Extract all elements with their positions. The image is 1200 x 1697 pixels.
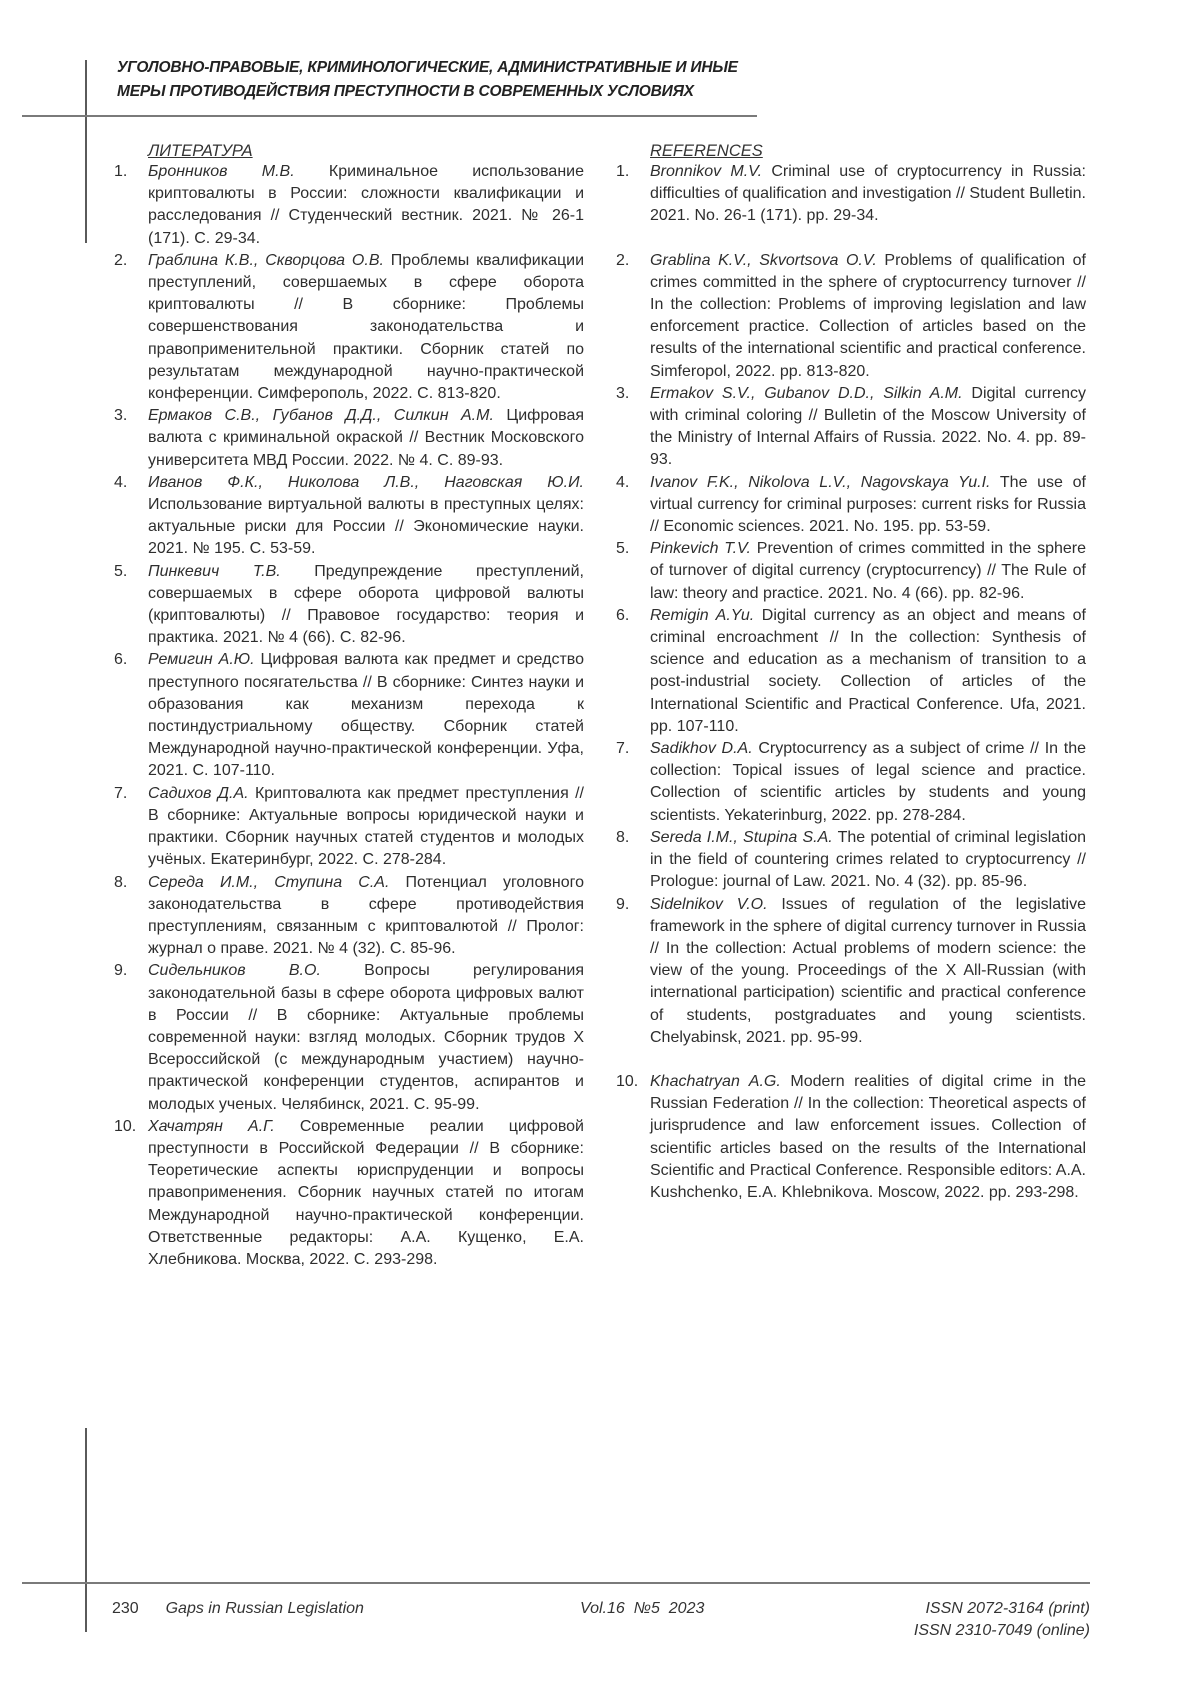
- running-head-line-1: УГОЛОВНО-ПРАВОВЫЕ, КРИМИНОЛОГИЧЕСКИЕ, АДМИНИСТРАТИВНЫЕ И ИНЫЕ: [117, 59, 738, 76]
- reference-authors: Граблина К.В., Скворцова О.В.: [148, 251, 384, 269]
- reference-number: 8.: [616, 828, 630, 846]
- reference-number: 1.: [114, 163, 128, 180]
- spacer: [650, 1049, 1086, 1071]
- reference-item: [614, 250, 1086, 383]
- reference-authors: Ремигин А.Ю.: [148, 651, 255, 669]
- reference-text: Digital currency with criminal coloring // Bulletin of the Moscow University of the Ministry of Internal Affairs of Russia. 2022. No. 4. pp. 89-93.: [650, 384, 1087, 469]
- reference-authors: Sereda I.M., Stupina S.A.: [650, 828, 833, 846]
- reference-number: 1.: [616, 163, 630, 180]
- reference-authors: Bronnikov M.V.: [650, 163, 763, 180]
- reference-authors: Sadikhov D.A.: [650, 740, 753, 758]
- footer-left: [112, 1598, 364, 1620]
- reference-authors: Khachatryan A.G.: [650, 1072, 781, 1090]
- reference-text: The use of virtual currency for criminal purposes: current risks for Russia // Economic sciences. 2021. No. 195. pp. 53-59.: [650, 473, 1086, 536]
- reference-item: [112, 1116, 584, 1271]
- reference-number: 6.: [114, 651, 128, 669]
- reference-authors: Середа И.М., Ступина С.А.: [148, 873, 390, 891]
- reference-text: Современные реалии цифровой преступности в Российской Федерации // В сборнике: Теоретические аспекты юриспруденции и вопросы правоприменения. Сборник научных статей по итогам Международной научно-практической конференции. Ответственные редакторы: А.А. Кущенко, Е.А. Хлебникова. Москва, 2022. С. 293-298.: [148, 1117, 584, 1268]
- reference-text: Issues of regulation of the legislative framework in the sphere of digital currency turnover in Russia // In the collection: Actual problems of modern science: the view of the young. Proceedings of the X All-Russian (with international participation) scientific and practical conference of students, postgraduates and young scientists. Chelyabinsk, 2021. pp. 95-99.: [650, 895, 1086, 1046]
- reference-authors: Ермаков С.В., Губанов Д.Д., Силкин А.М.: [148, 407, 494, 425]
- reference-text: Criminal use of cryptocurrency in Russia: difficulties of qualification and investigation // Student Bulletin. 2021. No. 26-1 (171). pp. 29-34.: [650, 163, 1087, 225]
- reference-item: [112, 472, 584, 561]
- reference-authors: Иванов Ф.К., Николова Л.В., Наговская Ю.И.: [148, 473, 584, 491]
- reference-item: [614, 538, 1086, 605]
- reference-item: [112, 960, 584, 1115]
- reference-item: [112, 783, 584, 872]
- reference-authors: Садихов Д.А.: [148, 784, 249, 802]
- reference-text: The potential of criminal legislation in the field of countering crimes related to cryptocurrency // Prologue: journal of Law. 2021. No. 4 (32). pp. 85-96.: [650, 828, 1086, 891]
- references-list: [614, 161, 1086, 1204]
- reference-authors: Пинкевич Т.В.: [148, 562, 281, 580]
- reference-authors: Sidelnikov V.O.: [650, 895, 768, 913]
- reference-number: 10.: [114, 1117, 137, 1135]
- reference-authors: Pinkevich T.V.: [650, 540, 751, 558]
- reference-text: Вопросы регулирования законодательной базы в сфере оборота цифровых валют в России // В сборнике: Актуальные проблемы современной науки: взгляд молодых. Сборник трудов X Всероссийской (с международным участием) научно-практической конференции студентов, аспирантов и молодых ученых. Челябинск, 2021. С. 95-99.: [148, 962, 585, 1113]
- reference-number: 9.: [616, 895, 630, 913]
- literature-heading: ЛИТЕРАТУРА: [148, 142, 253, 160]
- reference-authors: Ivanov F.K., Nikolova L.V., Nagovskaya Yu.I.: [650, 473, 991, 491]
- reference-authors: Remigin A.Yu.: [650, 606, 755, 624]
- reference-number: 3.: [114, 407, 128, 425]
- reference-item: [112, 405, 584, 472]
- issn-block: [914, 1598, 1090, 1642]
- reference-item: [614, 827, 1086, 894]
- reference-item: [614, 161, 1086, 250]
- left-margin-rule-top: [85, 60, 87, 243]
- reference-number: 5.: [114, 562, 128, 580]
- left-margin-rule-bottom: [85, 1428, 87, 1632]
- reference-item: [614, 383, 1086, 472]
- spacer: [650, 228, 1086, 250]
- header-rule: [22, 115, 757, 117]
- footer-rule: [22, 1582, 1090, 1584]
- reference-item: [112, 161, 584, 250]
- reference-item: [112, 561, 584, 650]
- reference-text: Цифровая валюта как предмет и средство преступного посягательства // В сборнике: Синтез науки и образования как механизм перехода к постиндустриальному обществу. Сборник статей Международной научно-практической конференции. Уфа, 2021. С. 107-110.: [148, 651, 584, 780]
- reference-authors: Сидельников В.О.: [148, 962, 321, 980]
- reference-text: Prevention of crimes committed in the sphere of turnover of digital currency (cryptocurrency) // The Rule of law: theory and practice. 2021. No. 4 (66). pp. 82-96.: [650, 540, 1086, 602]
- reference-text: Использование виртуальной валюты в преступных целях: актуальные риски для России // Экономические науки. 2021. № 195. С. 53-59.: [148, 496, 584, 558]
- reference-number: 4.: [616, 473, 630, 491]
- reference-authors: Хачатрян А.Г.: [148, 1117, 275, 1135]
- literature-list: [112, 161, 584, 1271]
- reference-item: [112, 250, 584, 405]
- reference-text: Предупреждение преступлений, совершаемых в сфере оборота цифровой валюты (криптовалюты) // Правовое государство: теория и практика. 2021. № 4 (66). С. 82-96.: [148, 562, 584, 647]
- reference-number: 7.: [114, 784, 128, 802]
- reference-number: 9.: [114, 962, 128, 980]
- running-head: [117, 56, 917, 104]
- reference-authors: Ermakov S.V., Gubanov D.D., Silkin A.M.: [650, 384, 963, 402]
- reference-item: [614, 605, 1086, 738]
- references-column: [614, 141, 1086, 1204]
- issn-print: ISSN 2072-3164 (print): [925, 1600, 1090, 1617]
- reference-item: [112, 649, 584, 782]
- reference-text: Problems of qualification of crimes committed in the sphere of cryptocurrency turnover // In the collection: Problems of improving legislation and law enforcement practice. Collection of articles based on the results of the international scientific and practical conference. Simferopol, 2022. pp. 813-820.: [650, 251, 1087, 380]
- reference-text: Цифровая валюта с криминальной окраской // Вестник Московского университета МВД России. 2022. № 4. С. 89-93.: [148, 407, 584, 469]
- reference-number: 3.: [616, 384, 630, 402]
- reference-item: [614, 894, 1086, 1071]
- reference-number: 2.: [616, 251, 630, 269]
- reference-number: 7.: [616, 740, 630, 758]
- literature-column: [112, 141, 584, 1271]
- reference-text: Digital currency as an object and means of criminal encroachment // In the collection: Synthesis of science and education as a mechanism of transition to a post-industrial society. Collection of articles of the International Scientific and Practical Conference. Ufa, 2021. pp. 107-110.: [650, 606, 1087, 735]
- reference-item: [112, 872, 584, 961]
- reference-item: [614, 472, 1086, 539]
- running-head-line-2: МЕРЫ ПРОТИВОДЕЙСТВИЯ ПРЕСТУПНОСТИ В СОВРЕМЕННЫХ УСЛОВИЯХ: [117, 83, 694, 100]
- issue-info: Vol.16 №5 2023: [580, 1600, 705, 1617]
- reference-text: Криптовалюта как предмет преступления // В сборнике: Актуальные вопросы юридической науки и практики. Сборник научных статей студентов и молодых учёных. Екатеринбург, 2022. С. 278-284.: [148, 784, 584, 869]
- reference-authors: Бронников М.В.: [148, 163, 295, 180]
- issn-online: ISSN 2310-7049 (online): [913, 1622, 1090, 1639]
- reference-text: Потенциал уголовного законодательства в сфере противодействия преступлениям, связанным с криптовалютой // Пролог: журнал о праве. 2021. № 4 (32). С. 85-96.: [148, 873, 585, 958]
- reference-item: [614, 738, 1086, 827]
- reference-text: Криминальное использование криптовалюты в России: сложности квалификации и расследования // Студенческий вестник. 2021. № 26-1 (171). С. 29-34.: [148, 163, 584, 247]
- reference-number: 2.: [114, 251, 128, 269]
- reference-number: 10.: [616, 1072, 639, 1090]
- reference-text: Modern realities of digital crime in the Russian Federation // In the collection: Theoretical aspects of jurisprudence and law enforcement issues. Collection of scientific articles based on the results of the International Scientific and Practical Conference. Responsible editors: A.A. Kushchenko, E.A. Khlebnikova. Moscow, 2022. pp. 293-298.: [650, 1072, 1087, 1201]
- reference-number: 4.: [114, 473, 128, 491]
- reference-item: [614, 1071, 1086, 1204]
- reference-authors: Grablina K.V., Skvortsova O.V.: [650, 251, 877, 269]
- reference-number: 5.: [616, 540, 630, 558]
- reference-text: Проблемы квалификации преступлений, совершаемых в сфере оборота криптовалюты // В сборнике: Проблемы совершенствования законодательства и правоприменительной практики. Сборник статей по результатам международной научно-практической конференции. Симферополь, 2022. С. 813-820.: [148, 251, 585, 403]
- reference-number: 6.: [616, 606, 630, 624]
- references-heading: REFERENCES: [650, 142, 763, 160]
- journal-name: Gaps in Russian Legislation: [165, 1600, 364, 1617]
- page-number: 230: [112, 1600, 139, 1617]
- reference-number: 8.: [114, 873, 128, 891]
- reference-text: Cryptocurrency as a subject of crime // In the collection: Topical issues of legal science and practice. Collection of scientific articles by students and young scientists. Yekaterinburg, 2022. pp. 278-284.: [650, 740, 1086, 824]
